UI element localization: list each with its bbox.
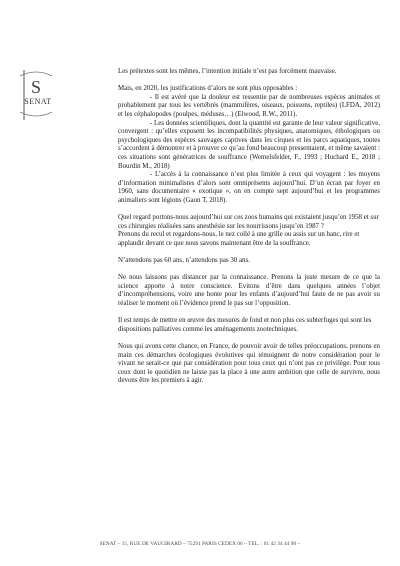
bullet-paragraph: - Les données scientifiques, dont la quantité est garante de leur valeur significative, convergent : qu’elles exposent les incompatibilités physiques, anatomiques, éthologiques ou psychologiques des espèces sauvages captives dans les cirques et les parcs aquatiques, toutes s’accordent à démontrer et à prouver ce qu’au fond beaucoup pressentaient, et même savaient : ces situations sont génératrices de souffrance (Wemelsfelder, F., 1993 ; Huchard E., 2018 ; Bourdin M., 2018) [118,119,380,170]
senat-logo [16,66,56,124]
emblem-letter: S [30,77,42,97]
page-footer: SENAT – 15, RUE DE VAUGIRARD – 75291 PARIS CEDEX 06 – TEL. : 01 42 34 44 90 – [99,541,301,547]
document-body [118,68,380,386]
bullet-paragraph: - L’accès à la connaissance n’est plus limitée à ceux qui voyagent : les moyens d’information minimalistes d’alors sont omniprésents aujourd’hui. D’un écran par foyer en 1960, sans documentaire « exotique », on en compte sept aujourd’hui et les programmes animaliers sont légions (Gaon T, 2018). [118,171,380,204]
paragraph: Nous qui avons cette chance, en France, de pouvoir avoir de telles préoccupations, prenons en main ces démarches écologiques évolutives qui témoignent de notre considération pour le vivant ne serait-ce que par considération pour tous ceux qui n’ont pas ce privilège. Pour tous ceux dont le quotidien ne laisse pas la place à une autre ambition que celle de survivre, nous devons être les premiers à agir. [118,343,380,385]
paragraph: Quel regard portons-nous aujourd’hui sur ces zoos humains qui existaient jusqu’en 1958 et sur ces chirurgies réalisées sans anesthésie sur les nourrissons jusqu’en 1987 ? [118,214,379,230]
paragraph: Ne nous laissons pas distancer par la connaissance. Prenons la juste mesure de ce que la science apporte à notre conscience. Evitons d’être dans quelques années l’objet d’incompréhensions, voire une honte pour les enfants d’aujourd’hui faute de ne pas avoir su réaliser le moment où l’évidence prend le pas sur l’opposition. [118,274,380,308]
senat-emblem-icon [16,66,56,124]
paragraph: Mais, en 2020, les justifications d’alors ne sont plus opposables : [118,85,298,93]
paragraph: Les prétextes sont les mêmes, l’intention initiale n’est pas forcément mauvaise. [118,68,337,75]
paragraph: Il est temps de mettre en œuvre des mesures de fond et non plus ces subterfuges qui sont les dispositions palliatives comme les aménagements zootechniques. [118,317,372,333]
brand-text: SENAT [24,97,52,106]
paragraph: Prenons du recul et regardons-nous, le nez collé à une grille ou assis sur un banc, rire et applaudir devant ce que nous savons maintenant être de la souffrance. [118,231,360,247]
bullet-paragraph: - Il est avéré que la douleur est ressentie par de nombreuses espèces animales et probablement par tous les vertébrés (mammifères, oiseaux, poissons, reptiles) (LFDA, 2012) et les céphalopodes (poulpes, méduses…) (Elwood, R.W., 2011). [118,93,380,118]
paragraph: N’attendons pas 60 ans, n’attendons pas 30 ans. [118,257,250,265]
